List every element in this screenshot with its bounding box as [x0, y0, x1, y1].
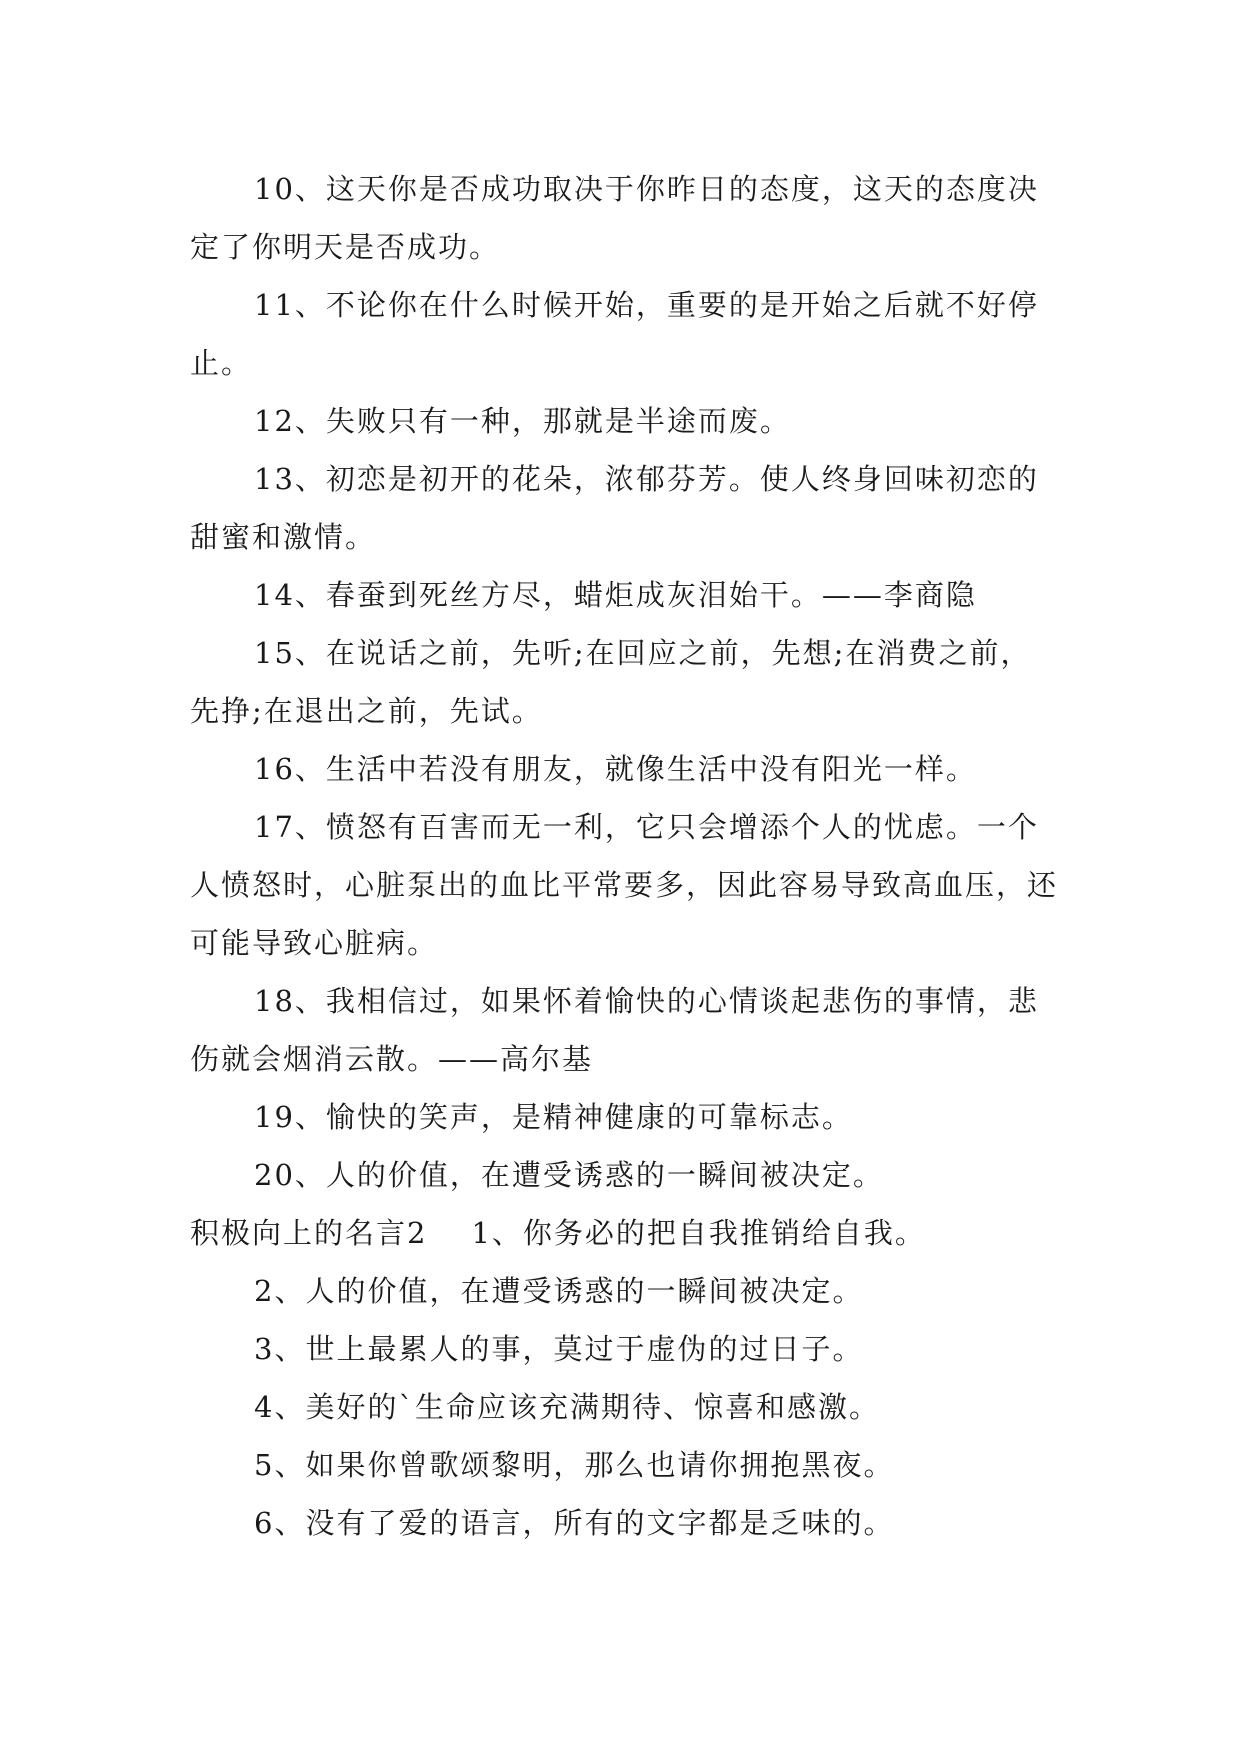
quote-12: 12、失败只有一种，那就是半途而废。 — [254, 404, 791, 438]
quote-10: 10、这天你是否成功取决于你昨日的态度，这天的态度决定了你明天是否成功。 — [190, 172, 1039, 264]
quote-16: 16、生活中若没有朋友，就像生活中没有阳光一样。 — [254, 752, 977, 786]
section-2-line — [190, 1204, 1060, 1262]
section-2-quote-2: 2、人的价值，在遭受诱惑的一瞬间被决定。 — [254, 1274, 864, 1308]
quote-18: 18、我相信过，如果怀着愉快的心情谈起悲伤的事情，悲伤就会烟消云散。——高尔基 — [190, 984, 1039, 1076]
document-body — [190, 160, 1060, 1552]
section-2-quote-4: 4、美好的`生命应该充满期待、惊喜和感激。 — [254, 1390, 880, 1424]
quote-14: 14、春蚕到死丝方尽，蜡炬成灰泪始干。——李商隐 — [254, 578, 977, 612]
section-2-quote-1: 1、你务必的把自我推销给自我。 — [471, 1216, 926, 1250]
quote-19: 19、愉快的笑声，是精神健康的可靠标志。 — [254, 1100, 853, 1134]
quote-17: 17、愤怒有百害而无一利，它只会增添个人的忧虑。一个人愤怒时，心脏泵出的血比平常要多，因此容易导致高血压，还可能导致心脏病。 — [190, 810, 1059, 960]
section-2-quote-6: 6、没有了爱的语言，所有的文字都是乏味的。 — [254, 1506, 895, 1540]
section-2-quote-5: 5、如果你曾歌颂黎明，那么也请你拥抱黑夜。 — [254, 1448, 895, 1482]
quote-15: 15、在说话之前，先听;在回应之前，先想;在消费之前，先挣;在退出之前，先试。 — [190, 636, 1032, 728]
section-2-quote-3: 3、世上最累人的事，莫过于虚伪的过日子。 — [254, 1332, 864, 1366]
section-heading: 积极向上的名言2 — [190, 1216, 428, 1250]
quote-11: 11、不论你在什么时候开始，重要的是开始之后就不好停止。 — [190, 288, 1039, 380]
quote-20: 20、人的价值，在遭受诱惑的一瞬间被决定。 — [254, 1158, 884, 1192]
quote-13: 13、初恋是初开的花朵，浓郁芬芳。使人终身回味初恋的甜蜜和激情。 — [190, 462, 1039, 554]
